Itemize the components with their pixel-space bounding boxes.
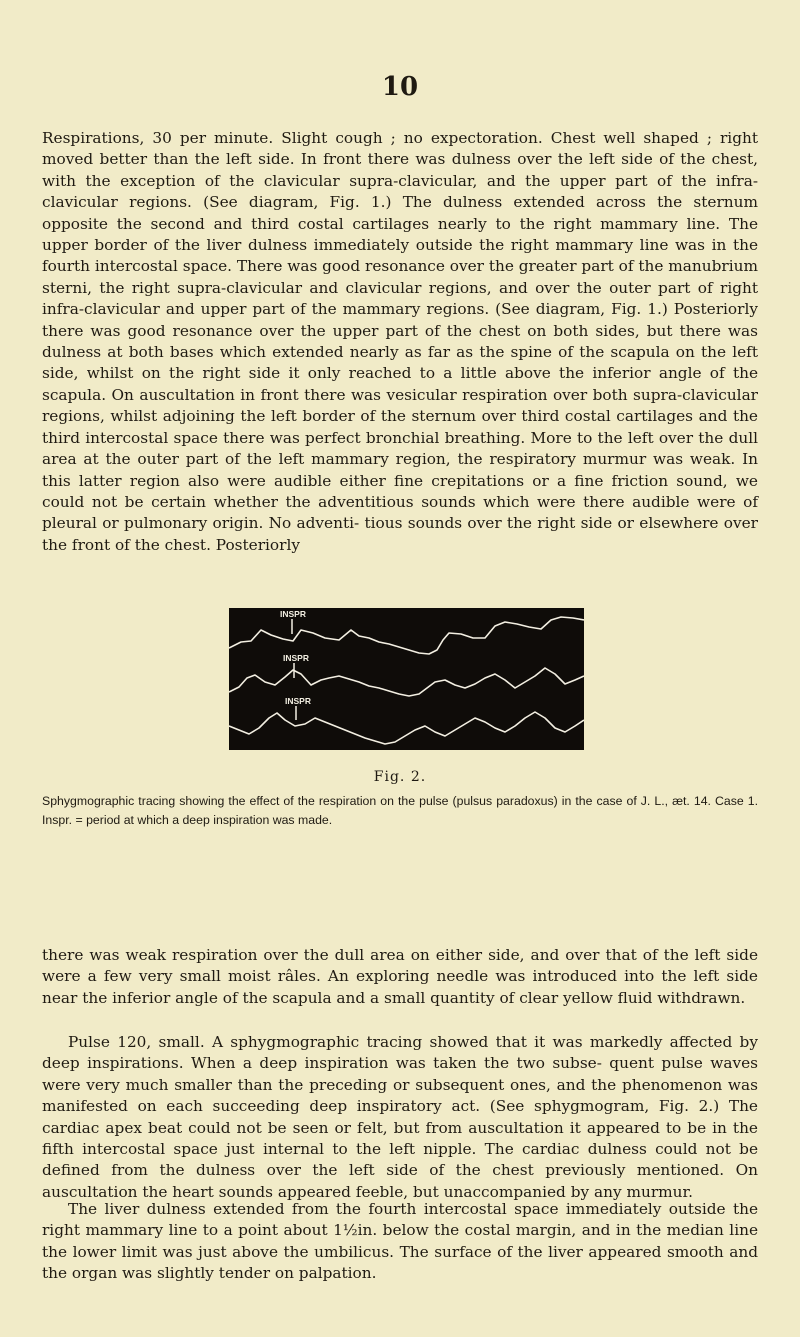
sphygmogram-figure <box>229 608 584 750</box>
inspr-label-2: INSPR <box>283 653 309 663</box>
sphygmogram-tracing <box>229 608 584 750</box>
paragraph-respirations: Respirations, 30 per minute. Slight cough ; no expectoration. Chest well shaped ; right moved better than the left side. In front there was dulness over the left side of the chest, with the exception of the clavicular supra-clavicular, and the upper part of the infra-clavicular regions. (See diagram, Fig. 1.) The dulness extended across the sternum opposite the second and third costal cartilages nearly to the right mammary line. The upper border of the liver dulness immediately outside the right mammary line was in the fourth intercostal space. There was good resonance over the greater part of the manubrium sterni, the right supra-clavicular and clavicular regions, and over the outer part of right infra-clavicular and upper part of the mammary regions. (See diagram, Fig. 1.) Posteriorly there was good resonance over the upper part of the chest on both sides, but there was dulness at both bases which extended nearly as far as the spine of the scapula on the left side, whilst on the right side it only reached to a little above the inferior angle of the scapula. On auscultation in front there was vesicular respiration over both supra-clavicular regions, whilst adjoining the left border of the sternum over third costal cartilages and the third intercostal space there was perfect bronchial breathing. More to the left over the dull area at the outer part of the left mammary region, the respiratory murmur was weak. In this latter region also were audible either fine crepitations or a fine friction sound, we could not be certain whether the adventitious sounds which were there audible were of pleural or pulmonary origin. No adventi- tious sounds over the right side or elsewhere over the front of the chest. Posteriorly <box>42 129 758 554</box>
figure-caption: Sphygmographic tracing showing the effect of the respiration on the pulse (pulsus paradoxus) in the case of J. L., æt. 14. Case 1. Inspr. = period at which a deep inspiration was made. <box>42 794 758 827</box>
inspr-label-3: INSPR <box>285 696 311 706</box>
paragraph-posterior-findings: there was weak respiration over the dull area on either side, and over that of the left side were a few very small moist râles. An exploring needle was introduced into the left side near the inferior angle of the scapula and a small quantity of clear yellow fluid withdrawn. <box>42 946 758 1007</box>
figure-label: Fig. 2. <box>373 769 427 785</box>
paragraph-pulse: Pulse 120, small. A sphygmographic tracing showed that it was markedly affected by deep inspirations. When a deep inspiration was taken the two subse- quent pulse waves were very much smaller than the preceding or subsequent ones, and the phenomenon was manifested on each succeeding deep inspiratory act. (See sphygmogram, Fig. 2.) The cardiac apex beat could not be seen or felt, but from auscultation it appeared to be in the fifth intercostal space just internal to the left nipple. The cardiac dulness could not be defined from the dulness over the left side of the chest previously mentioned. On auscultation the heart sounds appeared feeble, but unaccompanied by any murmur. <box>42 1033 758 1201</box>
paragraph-liver-dulness: The liver dulness extended from the fourth intercostal space immediately outside the right mammary line to a point about 1½in. below the costal margin, and in the median line the lower limit was just above the umbilicus. The surface of the liver appeared smooth and the organ was slightly tender on palpation. <box>42 1200 758 1283</box>
inspr-label-1: INSPR <box>280 609 306 619</box>
page-number: 10 <box>381 72 419 102</box>
